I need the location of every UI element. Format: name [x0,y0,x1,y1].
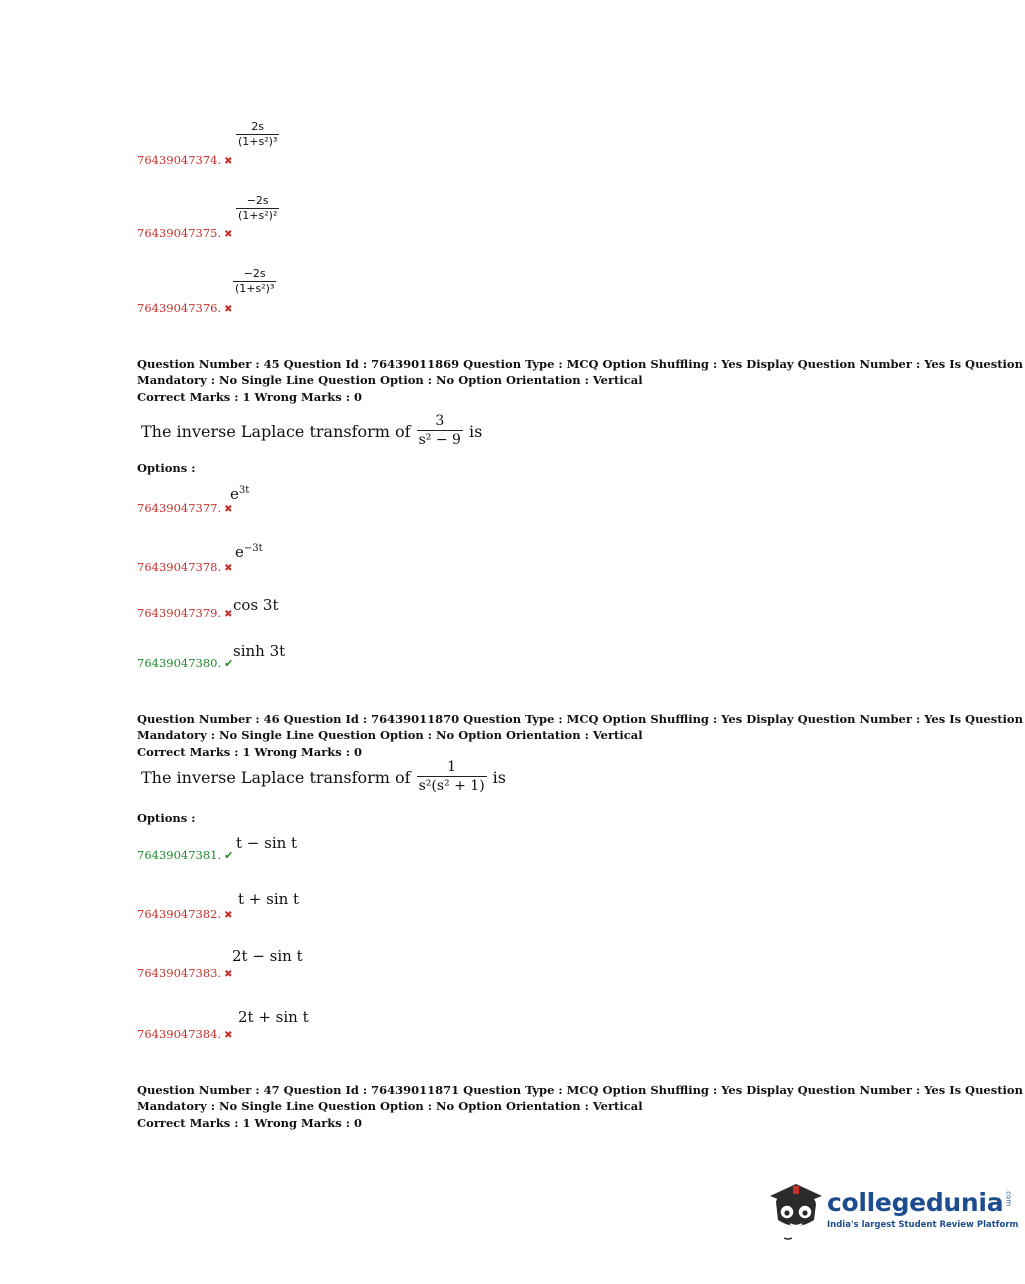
wrong-mark-icon: ✖ [224,504,233,515]
option-id: 76439047382. [137,907,222,921]
question-meta-line: Question Number : 47 Question Id : 76439011871 Question Type : MCQ Option Shuffling : Yes Display Question Number : Yes Is Question [137,1083,1023,1097]
math-exponent: 3t [238,485,250,496]
wrong-mark-icon: ✖ [224,969,233,980]
q46-option-3 [137,966,233,980]
q46-option-3-math: 2t − sin t [232,947,303,965]
q45-option-2-math [235,543,263,561]
question-meta-line: Mandatory : No Single Line Question Option : No Option Orientation : Vertical [137,728,643,742]
question-meta-line: Question Number : 45 Question Id : 76439011869 Question Type : MCQ Option Shuffling : Yes Display Question Number : Yes Is Question [137,357,1023,371]
fraction-numerator: −2s [246,194,269,207]
question-meta-line: Mandatory : No Single Line Question Option : No Option Orientation : Vertical [137,1099,643,1113]
options-label: Options : [137,811,196,825]
wrong-mark-icon: ✖ [224,910,233,921]
fraction-denominator: s²(s² + 1) [418,778,485,795]
question-text: The inverse Laplace transform of [141,421,411,441]
option-id: 76439047381. [137,848,222,862]
fraction-numerator: 1 [447,759,457,775]
q45-option-4-math [233,642,285,660]
wrong-mark-icon: ✖ [224,304,233,315]
question-46-text [141,760,506,794]
fraction [233,268,276,296]
logo-domain: .com [1004,1188,1013,1206]
math-expression: sinh 3t [233,642,286,660]
question-fraction [417,760,487,794]
prev-option-2 [137,226,233,240]
question-marks: Correct Marks : 1 Wrong Marks : 0 [137,1116,362,1130]
fraction-denominator: (1+s²)² [238,209,278,223]
wrong-mark-icon: ✖ [224,609,233,620]
mascot-icon [766,1176,824,1242]
question-47-meta [137,1082,1023,1131]
logo-tagline: India's largest Student Review Platform [827,1219,1019,1230]
math-exponent: −3t [243,543,263,554]
wrong-mark-icon: ✖ [224,156,233,167]
question-46-meta [137,711,1023,760]
fraction-denominator: s² − 9 [418,432,461,449]
prev-option-3 [137,301,233,315]
question-text-suffix: is [492,767,506,787]
fraction-numerator: −2s [243,267,266,280]
q45-option-1 [137,501,233,515]
q46-option-2 [137,907,233,921]
fraction [236,195,279,223]
option-id: 76439047374. [137,153,222,167]
fraction [236,121,279,149]
option-id: 76439047379. [137,606,222,620]
fraction-denominator: (1+s²)³ [238,135,278,149]
math-base: e [235,543,244,561]
option-id: 76439047377. [137,501,222,515]
option-id: 76439047383. [137,966,222,980]
math-base: e [230,485,239,503]
wrong-mark-icon: ✖ [224,229,233,240]
question-45-meta [137,356,1023,405]
prev-option-1-math [236,121,279,149]
prev-option-2-math [236,195,279,223]
fraction-denominator: (1+s²)³ [235,282,275,296]
collegedunia-logo [766,1176,1018,1242]
question-meta-line: Mandatory : No Single Line Question Option : No Option Orientation : Vertical [137,373,643,387]
question-45-text [141,414,482,448]
prev-option-3-math [233,268,276,296]
question-text-suffix: is [468,421,483,441]
question-meta-line: Question Number : 46 Question Id : 76439011870 Question Type : MCQ Option Shuffling : Yes Display Question Number : Yes Is Question [137,712,1023,726]
logo-wordmark: collegedunia [827,1187,1004,1217]
q46-option-1-math: t − sin t [236,834,298,852]
q46-option-4-math: 2t + sin t [238,1008,309,1026]
options-label: Options : [137,461,196,475]
option-id: 76439047384. [137,1027,222,1041]
q45-option-1-math [230,485,249,503]
option-id: 76439047376. [137,301,222,315]
q45-option-3 [137,606,233,620]
q45-option-3-math [233,596,278,614]
option-id: 76439047375. [137,226,222,240]
q46-option-1 [137,848,233,862]
question-fraction [417,414,463,448]
q46-option-2-math: t + sin t [238,890,300,908]
fraction-numerator: 3 [435,413,445,429]
option-id: 76439047378. [137,560,222,574]
logo-text [827,1189,1018,1230]
fraction-numerator: 2s [251,120,265,133]
correct-mark-icon: ✔ [224,657,234,670]
question-text: The inverse Laplace transform of [141,767,411,787]
correct-mark-icon: ✔ [224,849,234,862]
math-expression: cos 3t [233,596,279,614]
question-marks: Correct Marks : 1 Wrong Marks : 0 [137,390,362,404]
q45-option-2 [137,560,233,574]
question-marks: Correct Marks : 1 Wrong Marks : 0 [137,745,362,759]
q45-option-4 [137,656,233,670]
q46-option-4 [137,1027,233,1041]
prev-option-1 [137,153,233,167]
wrong-mark-icon: ✖ [224,1030,233,1041]
option-id: 76439047380. [137,656,222,670]
wrong-mark-icon: ✖ [224,563,233,574]
